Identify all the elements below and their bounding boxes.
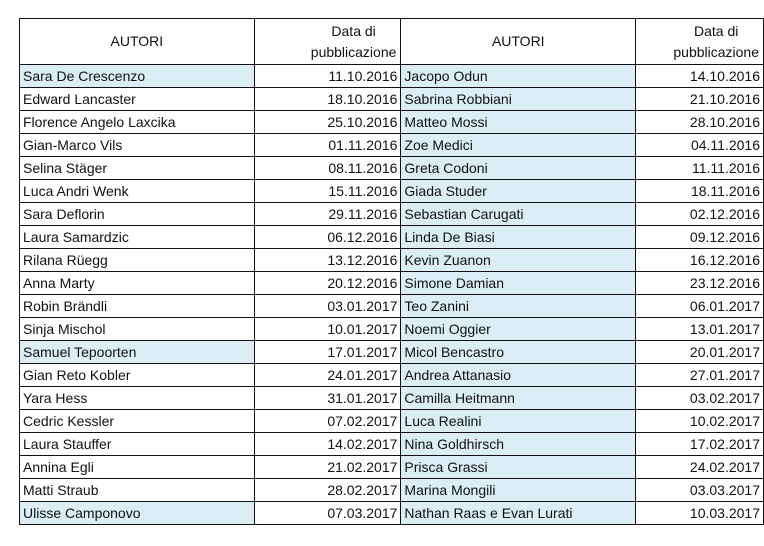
table-row: [20, 295, 764, 318]
date-left-cell: 29.11.2016: [254, 203, 401, 226]
table-row: [20, 180, 764, 203]
date-left-cell: 21.02.2017: [254, 456, 401, 479]
author-right-cell: Linda De Biasi: [401, 226, 636, 249]
table-row: [20, 479, 764, 502]
date-right-cell: 14.10.2016: [636, 65, 764, 88]
author-left-cell: Selina Stäger: [20, 157, 255, 180]
author-left-cell: Gian-Marco Vils: [20, 134, 255, 157]
date-left-cell: 06.12.2016: [254, 226, 401, 249]
author-right-cell: Jacopo Odun: [401, 65, 636, 88]
author-right-cell: Matteo Mossi: [401, 111, 636, 134]
author-left-cell: Gian Reto Kobler: [20, 364, 255, 387]
table-body: [20, 65, 764, 525]
author-right-cell: Zoe Medici: [401, 134, 636, 157]
date-right-cell: 03.02.2017: [636, 387, 764, 410]
date-header-text-left: [311, 21, 397, 63]
author-left-cell: Luca Andri Wenk: [20, 180, 255, 203]
author-left-cell: Matti Straub: [20, 479, 255, 502]
author-right-cell: Andrea Attanasio: [401, 364, 636, 387]
table-row: [20, 433, 764, 456]
author-left-cell: Ulisse Camponovo: [20, 502, 255, 525]
date-left-cell: 14.02.2017: [254, 433, 401, 456]
author-right-cell: Sabrina Robbiani: [401, 88, 636, 111]
author-left-cell: Florence Angelo Laxcika: [20, 111, 255, 134]
table-row: [20, 410, 764, 433]
date-header-right: [636, 19, 764, 65]
date-right-cell: 03.03.2017: [636, 479, 764, 502]
author-left-cell: Laura Stauffer: [20, 433, 255, 456]
authors-header-left: AUTORI: [20, 19, 255, 65]
date-left-cell: 31.01.2017: [254, 387, 401, 410]
date-header-line2: pubblicazione: [673, 43, 759, 60]
table-row: [20, 502, 764, 525]
author-right-cell: Simone Damian: [401, 272, 636, 295]
author-right-cell: Kevin Zuanon: [401, 249, 636, 272]
date-header-text-right: [673, 21, 759, 63]
date-left-cell: 18.10.2016: [254, 88, 401, 111]
author-left-cell: Annina Egli: [20, 456, 255, 479]
author-right-cell: Noemi Oggier: [401, 318, 636, 341]
author-right-cell: Nathan Raas e Evan Lurati: [401, 502, 636, 525]
date-left-cell: 08.11.2016: [254, 157, 401, 180]
date-header-line2: pubblicazione: [310, 43, 397, 60]
author-left-cell: Samuel Tepoorten: [20, 341, 255, 364]
date-right-cell: 23.12.2016: [636, 272, 764, 295]
date-left-cell: 24.01.2017: [254, 364, 401, 387]
author-left-cell: Yara Hess: [20, 387, 255, 410]
date-right-cell: 16.12.2016: [636, 249, 764, 272]
table-row: [20, 157, 764, 180]
author-right-cell: Greta Codoni: [401, 157, 636, 180]
author-left-cell: Cedric Kessler: [20, 410, 255, 433]
date-right-cell: 10.03.2017: [636, 502, 764, 525]
date-right-cell: 10.02.2017: [636, 410, 764, 433]
author-right-cell: Micol Bencastro: [401, 341, 636, 364]
date-left-cell: 17.01.2017: [254, 341, 401, 364]
table-row: [20, 456, 764, 479]
date-right-cell: 17.02.2017: [636, 433, 764, 456]
table-row: [20, 88, 764, 111]
date-left-cell: 07.02.2017: [254, 410, 401, 433]
date-header-line1: Data di: [331, 22, 376, 39]
date-left-cell: 13.12.2016: [254, 249, 401, 272]
author-left-cell: Sara De Crescenzo: [20, 65, 255, 88]
table-row: [20, 364, 764, 387]
table-row: [20, 249, 764, 272]
table-row: [20, 203, 764, 226]
date-right-cell: 11.11.2016: [636, 157, 764, 180]
date-left-cell: 03.01.2017: [254, 295, 401, 318]
author-right-cell: Teo Zanini: [401, 295, 636, 318]
date-left-cell: 20.12.2016: [254, 272, 401, 295]
table-row: [20, 272, 764, 295]
table-row: [20, 341, 764, 364]
author-left-cell: Edward Lancaster: [20, 88, 255, 111]
author-left-cell: Rilana Rüegg: [20, 249, 255, 272]
schedule-table: [19, 18, 764, 525]
date-right-cell: 27.01.2017: [636, 364, 764, 387]
author-right-cell: Luca Realini: [401, 410, 636, 433]
date-right-cell: 21.10.2016: [636, 88, 764, 111]
date-right-cell: 28.10.2016: [636, 111, 764, 134]
date-right-cell: 13.01.2017: [636, 318, 764, 341]
author-right-cell: Camilla Heitmann: [401, 387, 636, 410]
date-left-cell: 28.02.2017: [254, 479, 401, 502]
date-header-left: [254, 19, 401, 65]
author-left-cell: Anna Marty: [20, 272, 255, 295]
author-left-cell: Laura Samardzic: [20, 226, 255, 249]
date-right-cell: 20.01.2017: [636, 341, 764, 364]
author-left-cell: Sinja Mischol: [20, 318, 255, 341]
date-left-cell: 07.03.2017: [254, 502, 401, 525]
date-left-cell: 15.11.2016: [254, 180, 401, 203]
date-left-cell: 01.11.2016: [254, 134, 401, 157]
date-right-cell: 02.12.2016: [636, 203, 764, 226]
date-left-cell: 11.10.2016: [254, 65, 401, 88]
author-right-cell: Giada Studer: [401, 180, 636, 203]
table-row: [20, 387, 764, 410]
author-right-cell: Sebastian Carugati: [401, 203, 636, 226]
author-right-cell: Nina Goldhirsch: [401, 433, 636, 456]
author-right-cell: Prisca Grassi: [401, 456, 636, 479]
header-row: [20, 19, 764, 65]
date-right-cell: 06.01.2017: [636, 295, 764, 318]
authors-header-right: AUTORI: [401, 19, 636, 65]
author-left-cell: Robin Brändli: [20, 295, 255, 318]
date-header-line1: Data di: [694, 22, 739, 39]
date-left-cell: 10.01.2017: [254, 318, 401, 341]
table-row: [20, 65, 764, 88]
date-right-cell: 24.02.2017: [636, 456, 764, 479]
schedule-table-container: [19, 18, 764, 525]
date-right-cell: 04.11.2016: [636, 134, 764, 157]
date-left-cell: 25.10.2016: [254, 111, 401, 134]
date-right-cell: 18.11.2016: [636, 180, 764, 203]
table-row: [20, 111, 764, 134]
author-right-cell: Marina Mongili: [401, 479, 636, 502]
table-row: [20, 226, 764, 249]
author-left-cell: Sara Deflorin: [20, 203, 255, 226]
table-row: [20, 318, 764, 341]
table-row: [20, 134, 764, 157]
date-right-cell: 09.12.2016: [636, 226, 764, 249]
